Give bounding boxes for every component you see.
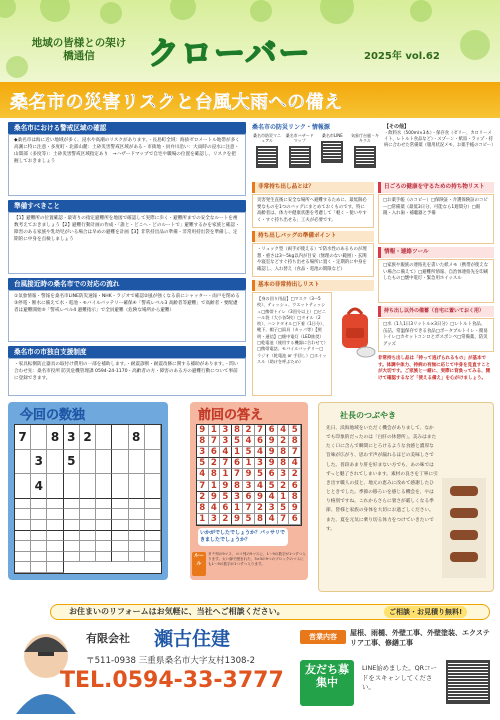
sudoku-cell[interactable]: 8 [47, 425, 63, 450]
answer-cell: 9 [220, 481, 232, 492]
sudoku-cell[interactable] [145, 425, 161, 450]
section-body-support: ・家具転倒防止器具の取付け費用の一部を補助します。・耐震診断・耐震改修に関する補助があります。・問い合わせ先：桑名市役所 防災危機管理課 0594-24-1170・高齢者の方・障害のある方の避難行動について事前に登録できます。 [8, 358, 246, 396]
sudoku-cell[interactable] [64, 509, 80, 520]
sudoku-cell[interactable] [145, 541, 161, 552]
sudoku-cell[interactable] [129, 509, 145, 520]
sudoku-cell[interactable] [112, 474, 128, 499]
sudoku-cell[interactable] [96, 450, 112, 475]
answer-cell: 4 [266, 492, 278, 503]
answer-cell: 4 [255, 481, 267, 492]
issue-number: 2025年 vol.62 [364, 51, 440, 62]
qr-code-icon [321, 141, 343, 163]
sudoku-cell[interactable] [15, 541, 31, 552]
body-basic-list: 【身の回り用品】□マスク（3〜5枚）、ティッシュ、ウエットティッシュ□携帯トイレ（3回分以上）□ビニール袋（大小各5枚）□タオル（2枚）、ハンドタオル□下着（1日分）、靴下、帽子□雨具（カッパ等）【照明・通信】□懐中電灯（LED推奨）□乾電池（使用する機器に合わせて）□携帯電話、モバイルバッテリー□ラジオ（乾電池 or 手回し）□ホイッスル（助けを呼ぶため） [252, 292, 332, 396]
answer-cell: 6 [220, 503, 232, 514]
answer-cell: 2 [289, 469, 301, 480]
answer-cell: 9 [289, 503, 301, 514]
answer-cell: 1 [278, 492, 290, 503]
header-subtitle: 地域の皆様との架け橋通信 [31, 37, 127, 63]
body-home-stock: □水（1人1日3リットル×3日分）□レトルト食品、缶詰、常温保存できる食品□ポータブルトイレ・簡易トイレ□カセットコンロとガスボンベ□常備薬、防災グッズ [378, 318, 494, 352]
answer-cell: 6 [255, 436, 267, 447]
sudoku-cell[interactable]: 7 [15, 425, 31, 450]
answer-cell: 9 [243, 469, 255, 480]
qr-code-icon [354, 146, 376, 168]
sudoku-cell[interactable] [145, 450, 161, 475]
answer-cell: 1 [220, 469, 232, 480]
sudoku-cell[interactable] [47, 520, 63, 531]
sudoku-cell[interactable] [96, 425, 112, 450]
title-basic-list: 基本の非常持出しリスト [252, 280, 374, 291]
answer-cell: 6 [289, 481, 301, 492]
answer-cell: 8 [232, 481, 244, 492]
answer-cell: 3 [232, 492, 244, 503]
answer-cell: 5 [243, 514, 255, 525]
body-health-items: □お薬手帳（のコピー）□保険証・介護保険証のコピー□常備薬（最低3日分、可能なら1週間分）□眼鏡・入れ歯・補聴器と予備 [378, 194, 494, 244]
sushi-photo [440, 478, 488, 578]
answer-cell: 7 [278, 514, 290, 525]
answer-cell: 4 [197, 469, 209, 480]
sudoku-cell[interactable] [64, 531, 80, 542]
answer-caption: いかがでしたでしょうか？パッサリできましたでしょうか？ [198, 528, 288, 546]
answer-cell: 1 [232, 503, 244, 514]
answer-cell: 9 [266, 436, 278, 447]
sudoku-cell[interactable] [31, 552, 47, 563]
qr-code-icon [289, 146, 311, 168]
line-text: LINE始めました。QRコードをスキャンしてください。 [362, 664, 437, 692]
body-contact-tools: □家族や親族の連絡先を書いた紙メモ（携帯が使えない場合に備えて）□避難所情報、自治体連絡先を印刷したもの□懐中電灯・緊急用ホイッスル [378, 259, 494, 303]
extra-title: 【その他】 [384, 124, 410, 130]
answer-grid [196, 424, 302, 526]
answer-cell: 3 [220, 425, 232, 436]
company-address: 〒511-0938 三重県桑名市大字友村1308-2 [86, 656, 256, 666]
section-body-typhoon-flow: ①気象情報・警報を桑名市LINE防災速報・NHK・ラジオで確認②風が強くなる前にシャッター・雨戸を閉める③停電・断水に備えて水・電池・モバイルバッテリー確保④「警戒レベル3 高齢者等避難」で高齢者・要配慮者は避難開始⑤「警戒レベル4 避難指示」で全員避難（危険な場所から避難） [8, 290, 246, 342]
answer-cell: 3 [255, 458, 267, 469]
sudoku-cell[interactable] [129, 520, 145, 531]
sudoku-cell[interactable] [129, 474, 145, 499]
answer-cell: 7 [220, 458, 232, 469]
answer-cell: 1 [243, 458, 255, 469]
sudoku-cell[interactable] [47, 552, 63, 563]
answer-cell: 8 [289, 492, 301, 503]
answer-cell: 5 [220, 492, 232, 503]
sudoku-cell[interactable] [31, 509, 47, 520]
answer-cell: 7 [209, 436, 221, 447]
sudoku-cell[interactable]: 2 [80, 425, 96, 450]
answer-cell: 8 [197, 436, 209, 447]
section-title-support: 桑名市の市独自支援制度 [8, 346, 246, 358]
title-contact-tools: 情報・連絡ツール [378, 247, 494, 258]
answer-cell: 3 [278, 469, 290, 480]
section-body-preparation: 【1】避難所の位置確認・最寄りの指定避難所を地図で確認して実際に歩く・避難所までの安全なルートを複数考えておきましょう【2】避難行動計画の作成・「誰と・どこへ・どのルートで」避難するかを家族と確認・障害のある家族や乳幼児がいる場合は早めの避難を計画【3】非常持出品の準備・非常用持出袋を準備し、定期的に中身を点検しましょう [8, 212, 246, 274]
section-title-typhoon-flow: 台風接近時の桑名市での対応の流れ [8, 278, 246, 290]
sudoku-cell[interactable] [145, 531, 161, 542]
sudoku-cell[interactable] [145, 509, 161, 520]
answer-cell: 4 [255, 447, 267, 458]
sudoku-cell[interactable] [15, 509, 31, 520]
answer-cell: 2 [220, 514, 232, 525]
sudoku-cell[interactable] [145, 520, 161, 531]
sudoku-cell[interactable] [96, 552, 112, 563]
answer-cell: 1 [232, 447, 244, 458]
column-body: 先日、浜海地域をいただく機会がありまして、なかでも印象的だったのは「白肝の休憩所」。美みはまたたく口に含んで瞬間にとろけるような食感と濃厚な旨味が広がり、思わず声が漏れるほどの美味しさでした。普段あまり肝を好まない方でも、あの味ではずっと魅了されてしまいます。素材の良さを丁寧に引き出す職人の技と、地元の恵みに改めて感謝したひとときでした。季節の移ろいを感じる機会を、やはり格別ですね。これからさらに暑さが厳しくなる季節、皆様と家族の身体を大切にお過ごしください。また、夏を元気に乗り切る体力をつけていきたいです。 [326, 426, 438, 532]
sudoku-cell[interactable] [47, 541, 63, 552]
sudoku-cell[interactable] [145, 474, 161, 499]
sudoku-cell[interactable] [129, 450, 145, 475]
sudoku-cell[interactable] [64, 474, 80, 499]
extra-body: ・飲料水（500ml×3本）・保存食（ゼリー、カロリーメイト、レトルト食品など）・スプーン・紙皿・ラップ・持病に合わせた常備薬（服用状況メモ、お薬手帳のコピー） [384, 131, 496, 149]
answer-cell: 8 [278, 447, 290, 458]
sudoku-cell[interactable] [31, 531, 47, 542]
sudoku-cell[interactable] [129, 541, 145, 552]
section-title-warning-zones: 桑名市における警戒区域の確認 [8, 122, 246, 134]
body-bag-points: ・リュック型（両手が使える）で防水性のあるものが理想・重さは3〜5kg以内が目安（無理のない範囲）・玄関や寝室などすぐ持ち出せる場所に置く・定期的に中身を確認し、入れ替え（食品・電池の期限など） [252, 243, 374, 277]
links-title: 桑名市の防災リンク・情報源 [252, 124, 330, 131]
company-prefix: 有限会社 [86, 632, 130, 645]
sudoku-cell[interactable] [31, 499, 47, 510]
answer-cell: 3 [243, 481, 255, 492]
answer-cell: 8 [197, 503, 209, 514]
answer-cell: 3 [209, 514, 221, 525]
sudoku-cell[interactable] [64, 541, 80, 552]
link-line[interactable]: 桑名市LINE [317, 134, 347, 170]
sudoku-cell[interactable] [80, 520, 96, 531]
column-title: 社長のつぶやき [340, 411, 396, 420]
sudoku-title: 今回の数独 [20, 408, 86, 423]
answer-cell: 2 [209, 458, 221, 469]
sudoku-cell[interactable] [96, 509, 112, 520]
answer-cell: 6 [266, 469, 278, 480]
sudoku-cell[interactable] [80, 552, 96, 563]
answer-cell: 1 [197, 514, 209, 525]
answer-cell: 7 [197, 481, 209, 492]
answer-cell: 6 [289, 514, 301, 525]
answer-cell: 7 [243, 503, 255, 514]
answer-cell: 3 [197, 447, 209, 458]
section-title-preparation: 準備すべきこと [8, 200, 246, 212]
consult-free-badge: ご相談・お見積り無料! [384, 606, 467, 618]
sudoku-cell[interactable] [80, 499, 96, 510]
sudoku-cell[interactable] [112, 552, 128, 563]
answer-cell: 2 [278, 436, 290, 447]
link-jma[interactable]: 気象庁台風・キキクル [350, 134, 380, 170]
sudoku-cell[interactable] [112, 531, 128, 542]
business-text: 屋根、雨樋、外壁工事、外壁塗装、エクステリア工事、修繕工事 [350, 629, 490, 648]
sudoku-cell[interactable] [47, 450, 63, 475]
line-friend-badge: 友だち募集中 [300, 660, 354, 706]
theme-banner-text: 桑名市の災害リスクと台風大雨への備え [10, 92, 343, 113]
link-manual[interactable]: 桑名市防災マニュアル [252, 134, 282, 170]
sudoku-cell[interactable] [80, 509, 96, 520]
answer-cell: 6 [266, 425, 278, 436]
answer-cell: 5 [278, 503, 290, 514]
answer-cell: 2 [278, 481, 290, 492]
answer-cell: 4 [278, 425, 290, 436]
sudoku-cell[interactable] [31, 425, 47, 450]
sudoku-cell[interactable]: 4 [31, 474, 47, 499]
sudoku-cell[interactable]: 8 [129, 425, 145, 450]
footer-message-bar: お住まいのリフォームはお気軽に、当社へご相談ください。 [50, 604, 490, 620]
answer-cell: 1 [209, 481, 221, 492]
title-home-stock: 持ち出し以外の備蓄（自宅に置いておく用） [378, 306, 494, 317]
section-body-warning-zones: ◆桑名市は海に近い地域が多く、浸水や高潮のリスクがあります。・長島町全域：海抜ゼロメートル地帯が多く高潮に特に注意・多度町・北部山麓：土砂災害警戒区域がある・市街地・員弁川沿い：大雨時の浸水に注意・山間部（多度等）：土砂災害警戒区域指定あり →ハザードマップで自宅や職場の位置を確認し、リスクを把握しておきましょう [8, 134, 246, 196]
answer-cell: 6 [243, 492, 255, 503]
important-note: 非常持ち出し品は「持って逃げられるもの」が基本です。体調や体力、持病の有無に応じて中身を見直すことが大切です。ご家族と一緒に、実際に背負ってみる、開けて確認するなど「使える備え」を心がけましょう。 [378, 356, 491, 381]
answer-cell: 4 [266, 514, 278, 525]
answer-cell: 5 [255, 469, 267, 480]
answer-cell: 8 [255, 514, 267, 525]
sudoku-grid[interactable] [14, 424, 162, 574]
sudoku-cell[interactable] [129, 531, 145, 542]
sudoku-cell[interactable] [145, 499, 161, 510]
answer-cell: 2 [197, 492, 209, 503]
sudoku-cell[interactable] [47, 499, 63, 510]
sudoku-cell[interactable] [31, 562, 47, 573]
answer-cell: 8 [209, 469, 221, 480]
answer-cell: 9 [266, 458, 278, 469]
rule-label: ルール [192, 552, 206, 576]
emergency-bag-illustration [336, 300, 376, 360]
sudoku-cell[interactable] [129, 552, 145, 563]
sudoku-cell[interactable] [15, 552, 31, 563]
sudoku-cell[interactable] [15, 520, 31, 531]
answer-cell: 6 [232, 458, 244, 469]
answer-cell: 3 [266, 503, 278, 514]
answer-cell: 2 [255, 503, 267, 514]
sudoku-cell[interactable] [15, 474, 31, 499]
sudoku-cell[interactable] [112, 450, 128, 475]
sudoku-cell[interactable] [15, 450, 31, 475]
title-bag-points: 持ち出しバッグの準備ポイント [252, 231, 374, 242]
answer-cell: 9 [232, 514, 244, 525]
answer-cell: 7 [255, 425, 267, 436]
answer-cell: 8 [278, 458, 290, 469]
answer-cell: 1 [209, 425, 221, 436]
title-emergency-items: 非常持ち出し品とは？ [252, 182, 374, 193]
sudoku-cell[interactable] [47, 474, 63, 499]
sudoku-cell[interactable] [64, 520, 80, 531]
sudoku-cell[interactable]: 3 [31, 450, 47, 475]
sudoku-cell[interactable] [64, 552, 80, 563]
newsletter-title: クローバー [148, 36, 312, 72]
company-phone[interactable]: TEL.0594-33-3777 [60, 668, 284, 693]
title-health-items: 日ごろの健康を守るための持ち物リスト [378, 182, 494, 193]
sudoku-cell[interactable] [15, 499, 31, 510]
answer-cell: 6 [209, 447, 221, 458]
sudoku-cell[interactable] [15, 531, 31, 542]
rule-text: タテ列の9マス、ヨコ列の9マスに、1〜9の数字が1つずつ入ります。太い線で囲まれた、3×3の9つのブロックのマスにも1〜9の数字が1つずつ入ります。 [208, 552, 306, 566]
answer-cell: 8 [232, 425, 244, 436]
sudoku-cell[interactable] [47, 509, 63, 520]
answer-cell: 5 [266, 481, 278, 492]
sudoku-cell[interactable] [112, 499, 128, 510]
sudoku-cell[interactable] [112, 509, 128, 520]
sudoku-cell[interactable] [96, 474, 112, 499]
sudoku-cell[interactable] [96, 541, 112, 552]
sudoku-cell[interactable] [112, 541, 128, 552]
sudoku-cell[interactable] [31, 520, 47, 531]
answer-cell: 5 [243, 447, 255, 458]
sudoku-cell[interactable] [96, 531, 112, 542]
sudoku-cell[interactable] [15, 562, 31, 573]
answer-cell: 4 [289, 458, 301, 469]
sudoku-cell[interactable] [129, 499, 145, 510]
sudoku-cell[interactable] [80, 474, 96, 499]
sudoku-cell[interactable] [31, 541, 47, 552]
sudoku-cell[interactable]: 3 [64, 425, 80, 450]
sudoku-cell[interactable] [145, 552, 161, 563]
sudoku-cell[interactable] [112, 425, 128, 450]
answer-cell: 7 [232, 469, 244, 480]
answer-title: 前回の答え [198, 408, 264, 423]
answer-cell: 5 [197, 458, 209, 469]
body-emergency-items: 災害発生直後に安全な場所へ避難するために、最低限必要なものを1つのバッグにまとめておくものです。特に高齢者は、体力や健康状態を考慮して「軽く・使いやすく・すぐ持ち出せる」工夫が必要です。 [252, 194, 374, 228]
answer-cell: 7 [289, 447, 301, 458]
answer-cell: 8 [289, 436, 301, 447]
answer-cell: 5 [289, 425, 301, 436]
sudoku-cell[interactable] [96, 520, 112, 531]
answer-cell: 5 [232, 436, 244, 447]
sudoku-cell[interactable] [47, 531, 63, 542]
answer-cell: 9 [266, 447, 278, 458]
link-hazard-map[interactable]: 桑名市ハザードマップ [285, 134, 315, 170]
links-row [252, 134, 380, 170]
sudoku-cell[interactable]: 5 [64, 450, 80, 475]
sudoku-cell[interactable] [96, 499, 112, 510]
sudoku-cell[interactable] [64, 499, 80, 510]
sudoku-cell[interactable] [80, 450, 96, 475]
answer-cell: 4 [243, 436, 255, 447]
sudoku-cell[interactable] [80, 541, 96, 552]
business-label: 営業内容 [300, 630, 346, 644]
qr-code-icon [256, 146, 278, 168]
sudoku-cell[interactable] [47, 562, 63, 573]
answer-cell: 9 [255, 492, 267, 503]
sudoku-cell[interactable] [80, 531, 96, 542]
answer-cell: 9 [209, 492, 221, 503]
company-name: 瀬古住建 [154, 628, 231, 650]
answer-cell: 4 [220, 447, 232, 458]
answer-cell: 4 [209, 503, 221, 514]
answer-cell: 2 [243, 425, 255, 436]
line-qr-code-icon[interactable] [446, 660, 490, 704]
answer-cell: 9 [197, 425, 209, 436]
answer-cell: 3 [220, 436, 232, 447]
sudoku-cell[interactable] [112, 520, 128, 531]
